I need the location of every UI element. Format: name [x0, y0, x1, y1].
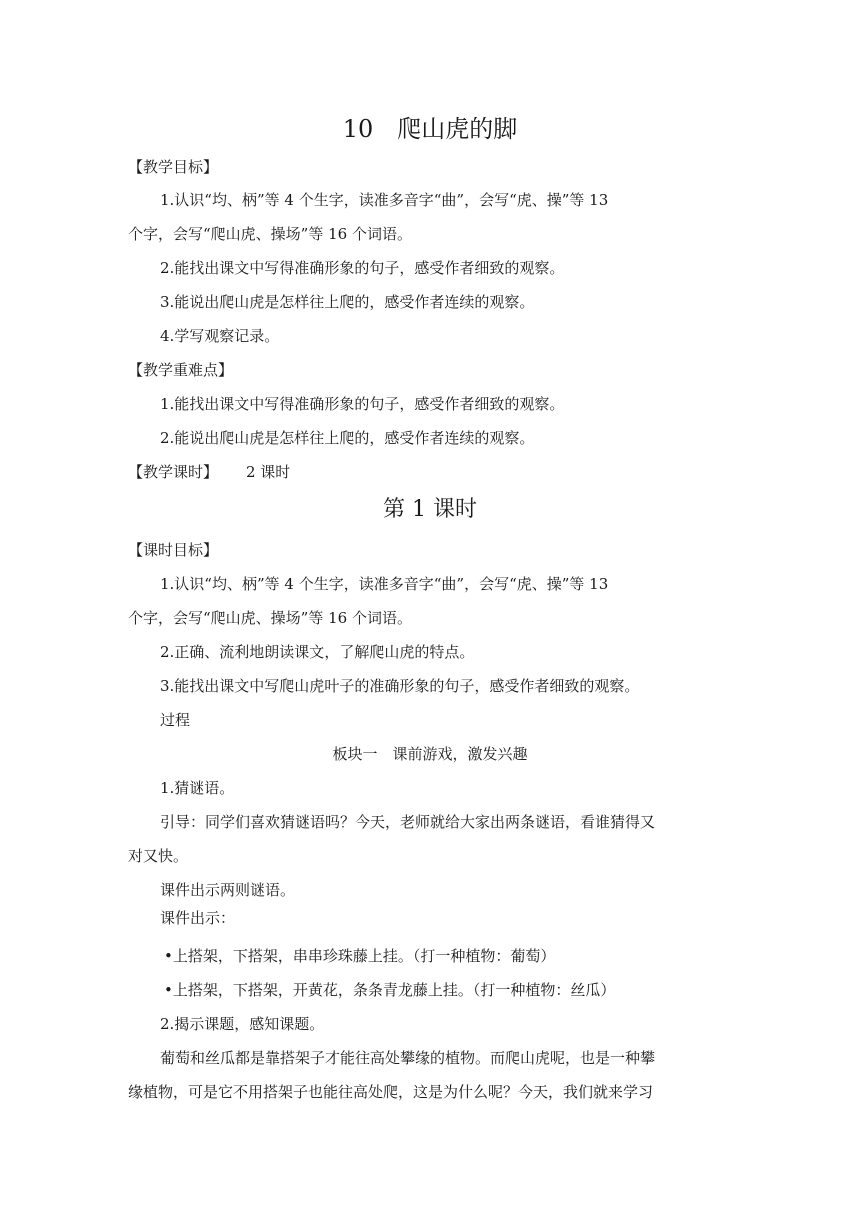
teaching-goals-heading: 【教学目标】: [128, 158, 219, 176]
process-label: 过程: [160, 711, 191, 729]
paragraph-text: 葡萄和丝瓜都是靠搭架子才能往高处攀缘的植物。而爬山虎呢，也是一种攀: [160, 1049, 656, 1067]
guide-text: 对又快。: [128, 847, 189, 865]
teaching-goal-item: 1.认识“均、柄”等 4 个生字，读准多音字“曲”，会写“虎、操”等 13: [160, 191, 609, 209]
step-heading: 1.猜谜语。: [160, 779, 235, 797]
step-heading: 2.揭示课题，感知课题。: [160, 1015, 325, 1033]
teaching-goal-item: 2.能找出课文中写得准确形象的句子，感受作者细致的观察。: [160, 259, 565, 277]
riddle-text: 上搭架，下搭架，开黄花，条条青龙藤上挂。（打一种植物：丝瓜）: [172, 981, 616, 999]
lesson-goals-heading: 【课时目标】: [128, 541, 219, 559]
guide-text: 引导：同学们喜欢猜谜语吗？今天，老师就给大家出两条谜语，看谁猜得又: [160, 813, 656, 831]
courseware-note: 课件出示两则谜语。: [160, 881, 296, 899]
paragraph-text: 缘植物，可是它不用搭架子也能往高处爬，这是为什么呢？今天，我们就来学习: [128, 1083, 654, 1101]
block-title: 板块一 课前游戏，激发兴趣: [332, 745, 528, 763]
courseware-note: 课件出示：: [160, 909, 236, 927]
key-points-heading: 【教学重难点】: [128, 361, 234, 379]
lesson-goal-item: 2.正确、流利地朗读课文，了解爬山虎的特点。: [160, 643, 475, 661]
bullet-icon: •: [164, 981, 173, 999]
document-title: 10 爬山虎的脚: [342, 115, 518, 143]
bullet-icon: •: [164, 947, 173, 965]
riddle-item: [164, 946, 555, 966]
teaching-hours-heading: 【教学课时】: [128, 463, 219, 481]
teaching-goal-item: 3.能说出爬山虎是怎样往上爬的，感受作者连续的观察。: [160, 293, 535, 311]
lesson-title: 第 1 课时: [383, 497, 477, 522]
lesson-goal-item: 1.认识“均、柄”等 4 个生字，读准多音字“曲”，会写“虎、操”等 13: [160, 575, 609, 593]
teaching-goal-item: 4.学写观察记录。: [160, 327, 280, 345]
riddle-text: 上搭架，下搭架，串串珍珠藤上挂。（打一种植物：葡萄）: [172, 947, 556, 965]
teaching-goal-item: 个字，会写“爬山虎、操场”等 16 个词语。: [128, 225, 412, 243]
teaching-hours-value: 2 课时: [246, 463, 291, 481]
key-point-item: 2.能说出爬山虎是怎样往上爬的，感受作者连续的观察。: [160, 429, 535, 447]
lesson-goal-item: 3.能找出课文中写爬山虎叶子的准确形象的句子，感受作者细致的观察。: [160, 677, 640, 695]
riddle-item: [164, 980, 615, 1000]
lesson-goal-item: 个字，会写“爬山虎、操场”等 16 个词语。: [128, 609, 412, 627]
key-point-item: 1.能找出课文中写得准确形象的句子，感受作者细致的观察。: [160, 395, 565, 413]
